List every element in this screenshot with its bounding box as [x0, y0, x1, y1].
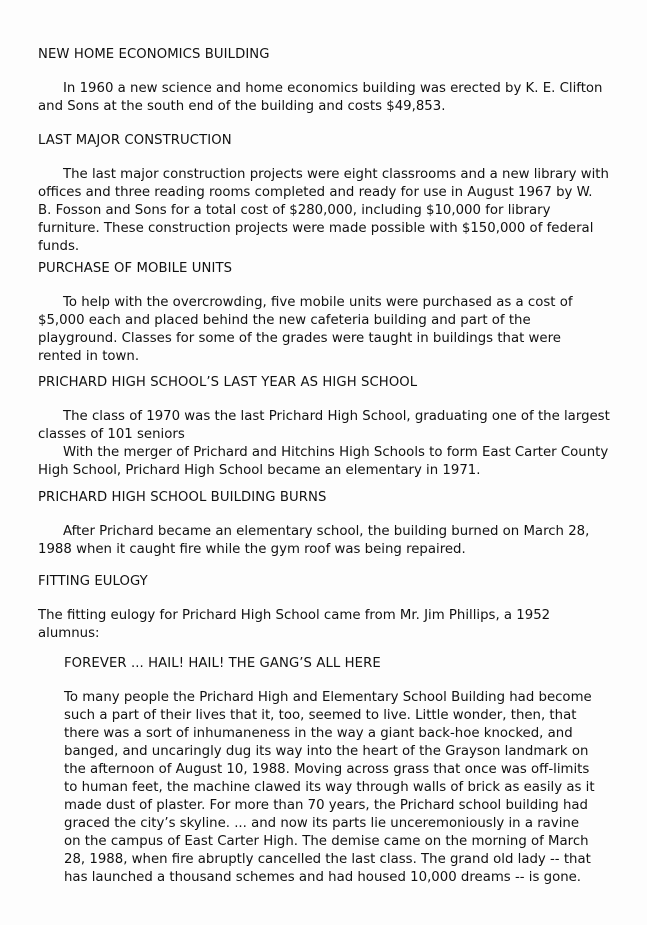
eulogy-line: has launched a thousand schemes and had housed 10,000 dreams -- is gone. [64, 870, 582, 885]
paragraph-line: To help with the overcrowding, five mobile units were purchased as a cost of [63, 295, 573, 310]
section-paragraph [38, 607, 628, 643]
paragraph-line: B. Fosson and Sons for a total cost of $280,000, including $10,000 for library [38, 203, 551, 218]
section-last-major-construction [38, 133, 628, 148]
section-heading: PRICHARD HIGH SCHOOL BUILDING BURNS [38, 490, 327, 505]
paragraph-line: offices and three reading rooms completed and ready for use in August 1967 by W. [38, 185, 593, 200]
section-heading: NEW HOME ECONOMICS BUILDING [38, 47, 270, 62]
section-paragraph [38, 166, 628, 256]
section-paragraph [38, 294, 628, 366]
section-purchase-mobile-units [38, 261, 628, 276]
eulogy-line: To many people the Prichard High and Elementary School Building had become [64, 690, 592, 705]
paragraph-line: The last major construction projects were eight classrooms and a new library with [63, 167, 609, 182]
paragraph-line: playground. Classes for some of the grades were taught in buildings that were [38, 331, 561, 346]
paragraph-line: High School, Prichard High School became an elementary in 1971. [38, 463, 481, 478]
paragraph-line: 1988 when it caught fire while the gym roof was being repaired. [38, 542, 466, 557]
section-heading: PRICHARD HIGH SCHOOL’S LAST YEAR AS HIGH SCHOOL [38, 375, 418, 390]
eulogy-line: graced the city’s skyline. ... and now its parts lie unceremoniously in a ravine [64, 816, 580, 831]
paragraph-line: alumnus: [38, 626, 100, 641]
eulogy-line: there was a sort of inhumaneness in the way a giant back-hoe knocked, and [64, 726, 573, 741]
section-heading: PURCHASE OF MOBILE UNITS [38, 261, 233, 276]
paragraph-line: rented in town. [38, 349, 140, 364]
section-heading: FITTING EULOGY [38, 574, 148, 589]
eulogy-line: the afternoon of August 10, 1988. Moving across grass that once was off-limits [64, 762, 590, 777]
section-paragraph [38, 80, 628, 116]
paragraph-line: In 1960 a new science and home economics building was erected by K. E. Clifton [63, 81, 603, 96]
eulogy-line: 28, 1988, when fire abruptly cancelled the last class. The grand old lady -- that [64, 852, 591, 867]
eulogy-line: made dust of plaster. For more than 70 years, the Prichard school building had [64, 798, 588, 813]
paragraph-line: With the merger of Prichard and Hitchins High Schools to form East Carter County [63, 445, 609, 460]
section-new-home-economics [38, 47, 628, 62]
section-building-burns [38, 490, 628, 505]
paragraph-line: The fitting eulogy for Prichard High School came from Mr. Jim Phillips, a 1952 [38, 608, 551, 623]
paragraph-line: funds. [38, 239, 80, 254]
section-last-year-high-school [38, 375, 628, 390]
paragraph-line: and Sons at the south end of the building and costs $49,853. [38, 99, 446, 114]
paragraph-line: $5,000 each and placed behind the new cafeteria building and part of the [38, 313, 531, 328]
eulogy-line: to human feet, the machine clawed its way through walls of brick as easily as it [64, 780, 595, 795]
paragraph-line: classes of 101 seniors [38, 427, 185, 442]
eulogy-line: banged, and uncaringly dug its way into the heart of the Grayson landmark on [64, 744, 589, 759]
paragraph-line: After Prichard became an elementary school, the building burned on March 28, [63, 524, 590, 539]
eulogy-line: on the campus of East Carter High. The demise came on the morning of March [64, 834, 589, 849]
section-fitting-eulogy [38, 574, 628, 589]
section-paragraph [38, 408, 628, 480]
paragraph-line: furniture. These construction projects were made possible with $150,000 of federal [38, 221, 594, 236]
eulogy-line: such a part of their lives that it, too, seemed to live. Little wonder, then, that [64, 708, 577, 723]
paragraph-line: The class of 1970 was the last Prichard High School, graduating one of the largest [63, 409, 610, 424]
eulogy-body [64, 689, 634, 887]
section-heading: LAST MAJOR CONSTRUCTION [38, 133, 232, 148]
section-paragraph [38, 523, 628, 559]
eulogy-title-block [64, 656, 634, 671]
eulogy-title: FOREVER ... HAIL! HAIL! THE GANG’S ALL HERE [64, 656, 381, 671]
